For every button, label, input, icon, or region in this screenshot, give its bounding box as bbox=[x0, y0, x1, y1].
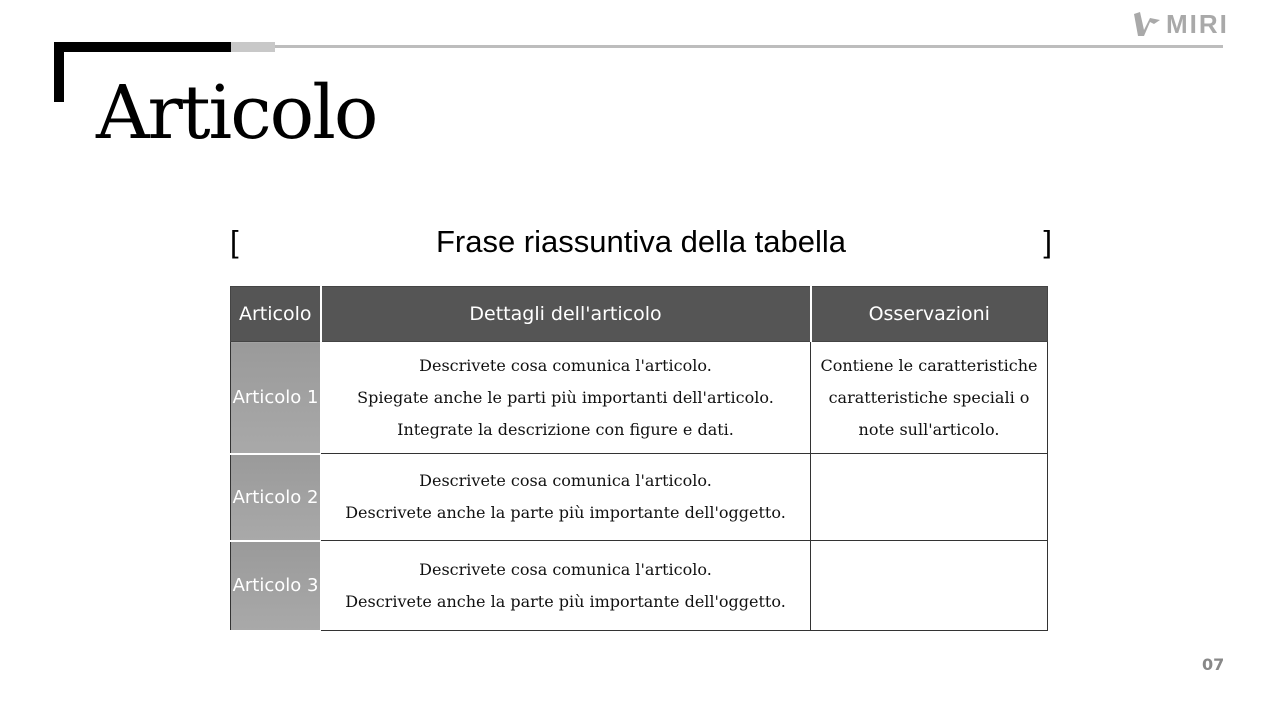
notes-line: note sull'articolo. bbox=[858, 419, 1000, 439]
details-line: Descrivete anche la parte più importante dell'oggetto. bbox=[345, 591, 786, 611]
details-line: Descrivete anche la parte più importante dell'oggetto. bbox=[345, 503, 786, 522]
row-notes bbox=[811, 541, 1048, 631]
title-accent-bar bbox=[54, 42, 231, 52]
row-notes bbox=[811, 342, 1048, 454]
row-details bbox=[321, 541, 811, 631]
row-label: Articolo 1 bbox=[231, 342, 321, 454]
notes-line: Contiene le caratteristiche bbox=[820, 355, 1038, 375]
notes-line: caratteristiche speciali o bbox=[828, 387, 1030, 407]
header-notes: Osservazioni bbox=[811, 287, 1048, 342]
page-title: Articolo bbox=[96, 70, 377, 156]
article-table bbox=[230, 286, 1048, 632]
table-row bbox=[231, 342, 1048, 454]
details-line: Integrate la descrizione con figure e dati. bbox=[397, 419, 734, 439]
details-line: Descrivete cosa comunica l'articolo. bbox=[419, 471, 712, 490]
details-line: Descrivete cosa comunica l'articolo. bbox=[419, 559, 712, 579]
header-divider bbox=[275, 45, 1223, 48]
table-row bbox=[231, 541, 1048, 631]
header-article: Articolo bbox=[231, 287, 321, 342]
bracket-open: [ bbox=[230, 224, 239, 259]
title-accent-light bbox=[231, 42, 275, 52]
logo-text: MIRI bbox=[1166, 8, 1229, 39]
row-details bbox=[321, 342, 811, 454]
row-notes bbox=[811, 454, 1048, 541]
logo-mark-icon bbox=[1132, 10, 1162, 38]
logo bbox=[1132, 9, 1229, 39]
table-row bbox=[231, 454, 1048, 541]
header-details: Dettagli dell'articolo bbox=[321, 287, 811, 342]
title-accent-corner bbox=[54, 42, 64, 102]
table-summary bbox=[230, 224, 1052, 264]
bracket-close: ] bbox=[1043, 224, 1052, 259]
page-number: 07 bbox=[1202, 655, 1225, 674]
row-details bbox=[321, 454, 811, 541]
details-line: Spiegate anche le parti più importanti dell'articolo. bbox=[357, 387, 774, 407]
row-label: Articolo 2 bbox=[231, 454, 321, 541]
table-header-row bbox=[231, 287, 1048, 342]
row-label: Articolo 3 bbox=[231, 541, 321, 631]
details-line: Descrivete cosa comunica l'articolo. bbox=[419, 355, 712, 375]
summary-text: Frase riassuntiva della tabella bbox=[435, 224, 847, 259]
